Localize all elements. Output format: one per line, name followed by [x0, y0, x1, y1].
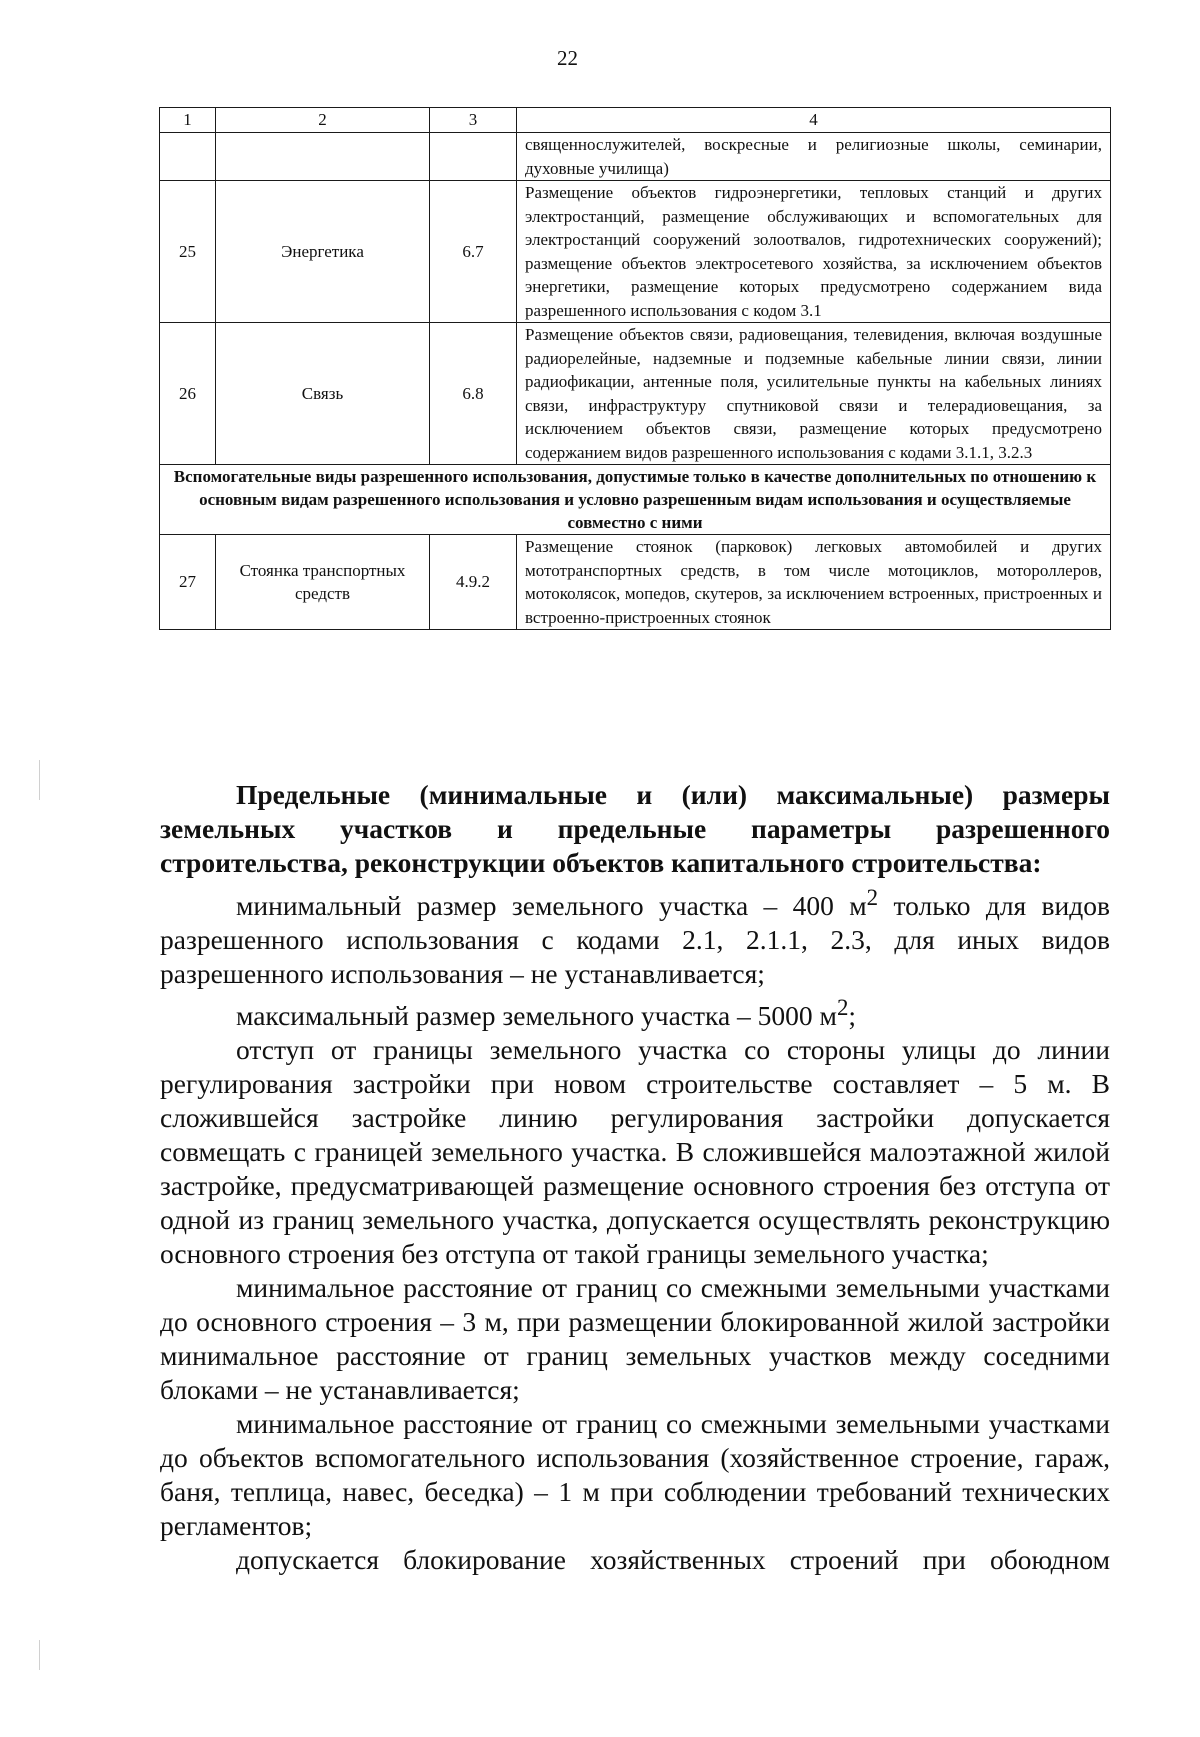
table-row-27	[160, 535, 1111, 630]
cell-name: Связь	[216, 323, 430, 465]
paragraph-main-building-distance: минимальное расстояние от границ со смежными земельными участками до основного строения – 3 м, при размещении блокированной жилой застройки минимальное расстояние от границ земельных участков между соседними блоками – не устанавливается;	[160, 1272, 1110, 1406]
paragraph-blocking: допускается блокирование хозяйственных строений при обоюдном	[236, 1544, 1110, 1576]
superscript: 2	[866, 885, 879, 910]
cell-description: Размещение стоянок (парковок) легковых автомобилей и других мототранспортных средств, в том числе мотоциклов, мотороллеров, мотоколясок, мопедов, скутеров, за исключением встроенных, пристроенных и встроенно-пристроенных стоянок	[517, 535, 1111, 630]
text-run: минимальный размер земельного участка – 400 м	[236, 890, 867, 922]
scan-edge-mark	[39, 1640, 40, 1670]
land-use-table	[159, 107, 1111, 630]
table-section-row	[160, 465, 1111, 535]
cell-name: Стоянка транспортных средств	[216, 535, 430, 630]
table-row-26	[160, 323, 1111, 465]
page-number: 22	[557, 46, 578, 70]
table-row-continuation	[160, 133, 1111, 181]
cell-num	[160, 133, 216, 181]
cell-description: Размещение объектов связи, радиовещания, телевидения, включая воздушные радиорелейные, надземные и подземные кабельные линии связи, линии радиофикации, антенные поля, усилительные пункты на кабельных линиях связи, инфраструктуру спутниковой связи и телерадиовещания, за исключением объектов связи, размещение которых предусмотрено содержанием видов разрешенного использования с кодами 3.1.1, 3.2.3	[517, 323, 1111, 465]
cell-code	[430, 133, 517, 181]
column-header-1: 1	[160, 108, 216, 133]
scan-edge-mark	[39, 760, 40, 800]
cell-description: Размещение объектов гидроэнергетики, тепловых станций и других электростанций, размещение обслуживающих и вспомогательных для электростанций сооружений золоотвалов, гидротехнических сооружений); размещение объектов электросетевого хозяйства, за исключением объектов энергетики, размещение которых предусмотрено содержанием вида разрешенного использования с кодом 3.1	[517, 181, 1111, 323]
paragraph-min-plot-size	[160, 881, 1110, 991]
cell-num: 26	[160, 323, 216, 465]
superscript: 2	[836, 995, 849, 1021]
cell-num: 25	[160, 181, 216, 323]
column-header-4: 4	[517, 108, 1111, 133]
table-header-row	[160, 108, 1111, 133]
regulations-text	[160, 778, 1110, 1577]
cell-description: священнослужителей, воскресные и религиозные школы, семинарии, духовные училища)	[517, 133, 1111, 181]
cell-code: 4.9.2	[430, 535, 517, 630]
cell-code: 6.7	[430, 181, 517, 323]
column-header-3: 3	[430, 108, 517, 133]
cell-code: 6.8	[430, 323, 517, 465]
section-title: Предельные (минимальные и (или) максимальные) размеры земельных участков и предельные параметры разрешенного строительства, реконструкции объектов капитального строительства:	[160, 779, 1110, 878]
cell-name: Энергетика	[216, 181, 430, 323]
column-header-2: 2	[216, 108, 430, 133]
cell-num: 27	[160, 535, 216, 630]
cell-name	[216, 133, 430, 181]
text-run: максимальный размер земельного участка – 5000 м	[236, 1000, 837, 1032]
table-row-25	[160, 181, 1111, 323]
paragraph-auxiliary-distance: минимальное расстояние от границ со смежными земельными участками до объектов вспомогательного использования (хозяйственное строение, гараж, баня, теплица, навес, беседка) – 1 м при соблюдении требований технических регламентов;	[160, 1408, 1110, 1542]
paragraph-max-plot-size	[160, 991, 1110, 1033]
text-run: только для видов разрешенного использования с кодами 2.1, 2.1.1, 2.3, для иных видов разрешенного использования – не устанавливается;	[160, 890, 1110, 990]
paragraph-street-setback: отступ от границы земельного участка со стороны улицы до линии регулирования застройки при новом строительстве составляет – 5 м. В сложившейся застройке линию регулирования застройки допускается совмещать с границей земельного участка. В сложившейся малоэтажной жилой застройке, предусматривающей размещение основного строения без отступа от одной из границ земельного участка, допускается осуществлять реконструкцию основного строения без отступа от такой границы земельного участка;	[160, 1034, 1110, 1270]
text-run: ;	[848, 1000, 857, 1032]
section-heading: Вспомогательные виды разрешенного использования, допустимые только в качестве дополнительных по отношению к основным видам разрешенного использования и условно разрешенным видам использования и осуществляемые совместно с ними	[160, 465, 1111, 535]
